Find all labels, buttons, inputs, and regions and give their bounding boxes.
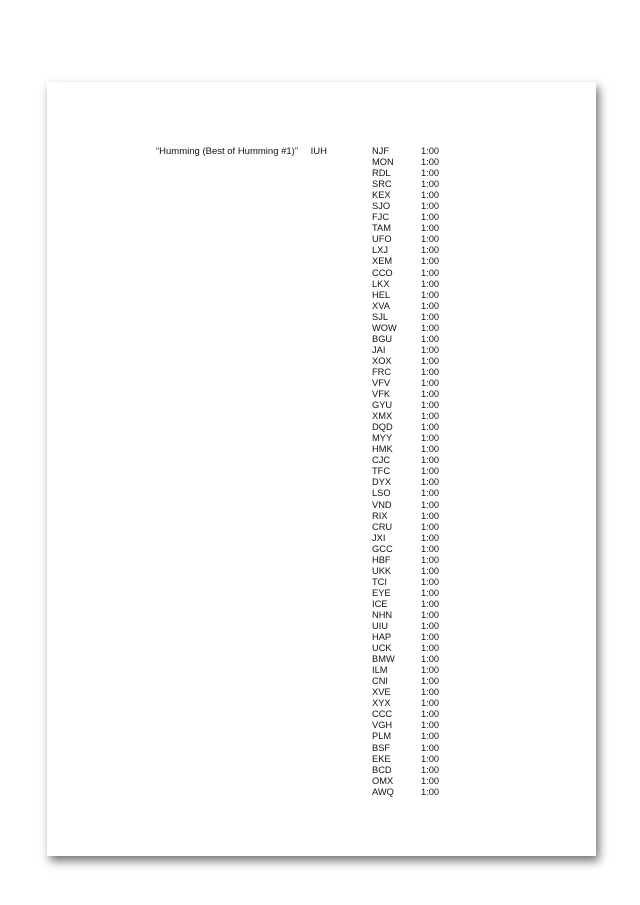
track-code: LSO (372, 488, 391, 499)
track-duration: 1:00 (421, 400, 440, 411)
track-code: MYY (372, 433, 393, 444)
track-row (372, 356, 452, 367)
track-duration: 1:00 (421, 146, 440, 156)
track-duration: 1:00 (421, 444, 440, 455)
track-duration: 1:00 (421, 322, 440, 333)
track-code: XVA (372, 300, 390, 311)
track-row (372, 488, 452, 499)
track-duration: 1:00 (421, 587, 440, 598)
track-row (372, 400, 452, 411)
track-code: EYE (372, 587, 391, 598)
track-duration: 1:00 (421, 333, 440, 344)
album-title: “Humming (Best of Humming #1)” (156, 146, 299, 157)
track-row (372, 466, 452, 477)
track-row (372, 654, 452, 665)
track-duration: 1:00 (421, 565, 440, 576)
track-duration: 1:00 (421, 157, 440, 168)
track-duration: 1:00 (421, 477, 440, 488)
track-row (372, 312, 452, 323)
track-code: AWQ (372, 786, 394, 797)
track-code: ILM (372, 665, 388, 676)
track-duration: 1:00 (421, 190, 440, 201)
track-row (372, 234, 452, 245)
track-code: TCI (372, 576, 387, 587)
album-code: IUH (310, 146, 328, 157)
track-code: VFV (372, 377, 391, 388)
track-row (372, 533, 452, 544)
track-code: BGU (372, 333, 393, 344)
track-row (372, 643, 452, 654)
track-duration: 1:00 (421, 709, 440, 720)
track-duration: 1:00 (421, 278, 440, 289)
track-code: MON (372, 157, 394, 168)
track-duration: 1:00 (421, 665, 440, 676)
track-duration: 1:00 (421, 234, 440, 245)
track-code: UFO (372, 234, 392, 245)
track-code: VND (372, 499, 392, 510)
track-duration: 1:00 (421, 598, 440, 609)
track-code: HEL (372, 289, 391, 300)
track-code: FJC (372, 212, 390, 223)
track-row (372, 179, 452, 190)
track-row (372, 665, 452, 676)
track-code: XYX (372, 698, 391, 709)
track-row (372, 687, 452, 698)
track-duration: 1:00 (421, 455, 440, 466)
track-duration: 1:00 (421, 654, 440, 665)
track-code: OMX (372, 775, 394, 786)
track-duration: 1:00 (421, 786, 440, 797)
track-duration: 1:00 (421, 488, 440, 499)
track-row (372, 599, 452, 610)
track-code: UKK (372, 565, 392, 576)
track-code: HBF (372, 554, 391, 565)
track-code: HAP (372, 632, 392, 643)
track-code: SJL (372, 311, 389, 322)
track-code: CNI (372, 676, 389, 687)
track-code: RDL (372, 168, 391, 179)
document-page (47, 82, 596, 856)
track-duration: 1:00 (421, 289, 440, 300)
track-code: XMX (372, 411, 393, 422)
track-row (372, 610, 452, 621)
track-duration: 1:00 (421, 168, 440, 179)
track-code: XOX (372, 355, 392, 366)
track-code: XVE (372, 687, 391, 698)
track-duration: 1:00 (421, 764, 440, 775)
track-row (372, 577, 452, 588)
track-duration: 1:00 (421, 731, 440, 742)
track-row (372, 190, 452, 201)
track-code: JAI (372, 344, 386, 355)
track-duration: 1:00 (421, 609, 440, 620)
track-duration: 1:00 (421, 201, 440, 212)
track-duration: 1:00 (421, 300, 440, 311)
track-duration: 1:00 (421, 377, 440, 388)
track-row (372, 367, 452, 378)
track-code: VGH (372, 720, 393, 731)
track-code: LKX (372, 278, 390, 289)
track-duration: 1:00 (421, 366, 440, 377)
track-duration: 1:00 (421, 433, 440, 444)
track-row (372, 709, 452, 720)
track-row (372, 698, 452, 709)
track-code: TFC (372, 466, 391, 477)
track-code: EKE (372, 753, 391, 764)
track-row (372, 157, 452, 168)
track-code: GCC (372, 543, 393, 554)
track-duration: 1:00 (421, 212, 440, 223)
track-code: TAM (372, 223, 391, 234)
track-row (372, 511, 452, 522)
track-row (372, 776, 452, 787)
track-row (372, 566, 452, 577)
track-row (372, 345, 452, 356)
track-row (372, 146, 452, 157)
track-row (372, 279, 452, 290)
track-row (372, 411, 452, 422)
track-row (372, 301, 452, 312)
track-row (372, 323, 452, 334)
track-row (372, 223, 452, 234)
track-row (372, 212, 452, 223)
track-duration: 1:00 (421, 687, 440, 698)
track-duration: 1:00 (421, 576, 440, 587)
track-code: CCC (372, 709, 393, 720)
track-duration: 1:00 (421, 521, 440, 532)
track-code: UIU (372, 621, 389, 632)
track-row (372, 754, 452, 765)
track-code: GYU (372, 400, 393, 411)
track-row (372, 720, 452, 731)
track-duration: 1:00 (421, 245, 440, 256)
track-duration: 1:00 (421, 554, 440, 565)
track-duration: 1:00 (421, 698, 440, 709)
track-row (372, 201, 452, 212)
track-duration: 1:00 (421, 499, 440, 510)
track-duration: 1:00 (421, 389, 440, 400)
track-code: CJC (372, 455, 391, 466)
track-duration: 1:00 (421, 179, 440, 190)
track-duration: 1:00 (421, 742, 440, 753)
track-row (372, 787, 452, 798)
track-row (372, 743, 452, 754)
track-row (372, 389, 452, 400)
track-duration: 1:00 (421, 643, 440, 654)
track-code: XEM (372, 256, 393, 267)
track-duration: 1:00 (421, 223, 440, 234)
track-code: BMW (372, 654, 395, 665)
track-code: NJF (372, 146, 390, 156)
track-row (372, 676, 452, 687)
track-row (372, 621, 452, 632)
track-list (372, 146, 452, 798)
track-duration: 1:00 (421, 543, 440, 554)
track-duration: 1:00 (421, 344, 440, 355)
track-duration: 1:00 (421, 532, 440, 543)
track-code: BSF (372, 742, 391, 753)
track-row (372, 290, 452, 301)
track-duration: 1:00 (421, 676, 440, 687)
track-row (372, 555, 452, 566)
track-code: RIX (372, 510, 388, 521)
track-code: VFK (372, 389, 391, 400)
track-row (372, 378, 452, 389)
track-duration: 1:00 (421, 256, 440, 267)
track-row (372, 731, 452, 742)
track-code: HMK (372, 444, 393, 455)
track-row (372, 455, 452, 466)
track-code: DQD (372, 422, 393, 433)
track-duration: 1:00 (421, 422, 440, 433)
track-code: LXJ (372, 245, 389, 256)
track-row (372, 268, 452, 279)
track-row (372, 168, 452, 179)
track-duration: 1:00 (421, 621, 440, 632)
track-duration: 1:00 (421, 411, 440, 422)
track-row (372, 522, 452, 533)
track-row (372, 632, 452, 643)
track-code: CRU (372, 521, 393, 532)
track-code: WOW (372, 322, 397, 333)
track-row (372, 433, 452, 444)
track-duration: 1:00 (421, 466, 440, 477)
track-row (372, 544, 452, 555)
track-row (372, 444, 452, 455)
track-duration: 1:00 (421, 632, 440, 643)
track-code: JXI (372, 532, 386, 543)
track-code: BCD (372, 764, 392, 775)
track-code: SJO (372, 201, 391, 212)
track-row (372, 477, 452, 488)
track-code: SRC (372, 179, 392, 190)
track-row (372, 588, 452, 599)
track-code: PLM (372, 731, 392, 742)
track-code: KEX (372, 190, 391, 201)
track-duration: 1:00 (421, 720, 440, 731)
track-code: UCK (372, 643, 392, 654)
album-header (156, 146, 327, 157)
track-row (372, 245, 452, 256)
track-row (372, 422, 452, 433)
track-row (372, 256, 452, 267)
track-code: NHN (372, 609, 393, 620)
track-code: ICE (372, 598, 388, 609)
track-duration: 1:00 (421, 267, 440, 278)
track-duration: 1:00 (421, 753, 440, 764)
track-duration: 1:00 (421, 510, 440, 521)
track-row (372, 500, 452, 511)
track-code: FRC (372, 366, 392, 377)
track-row (372, 765, 452, 776)
track-duration: 1:00 (421, 311, 440, 322)
track-duration: 1:00 (421, 775, 440, 786)
track-row (372, 334, 452, 345)
track-code: CCO (372, 267, 393, 278)
track-code: DYX (372, 477, 392, 488)
track-duration: 1:00 (421, 355, 440, 366)
